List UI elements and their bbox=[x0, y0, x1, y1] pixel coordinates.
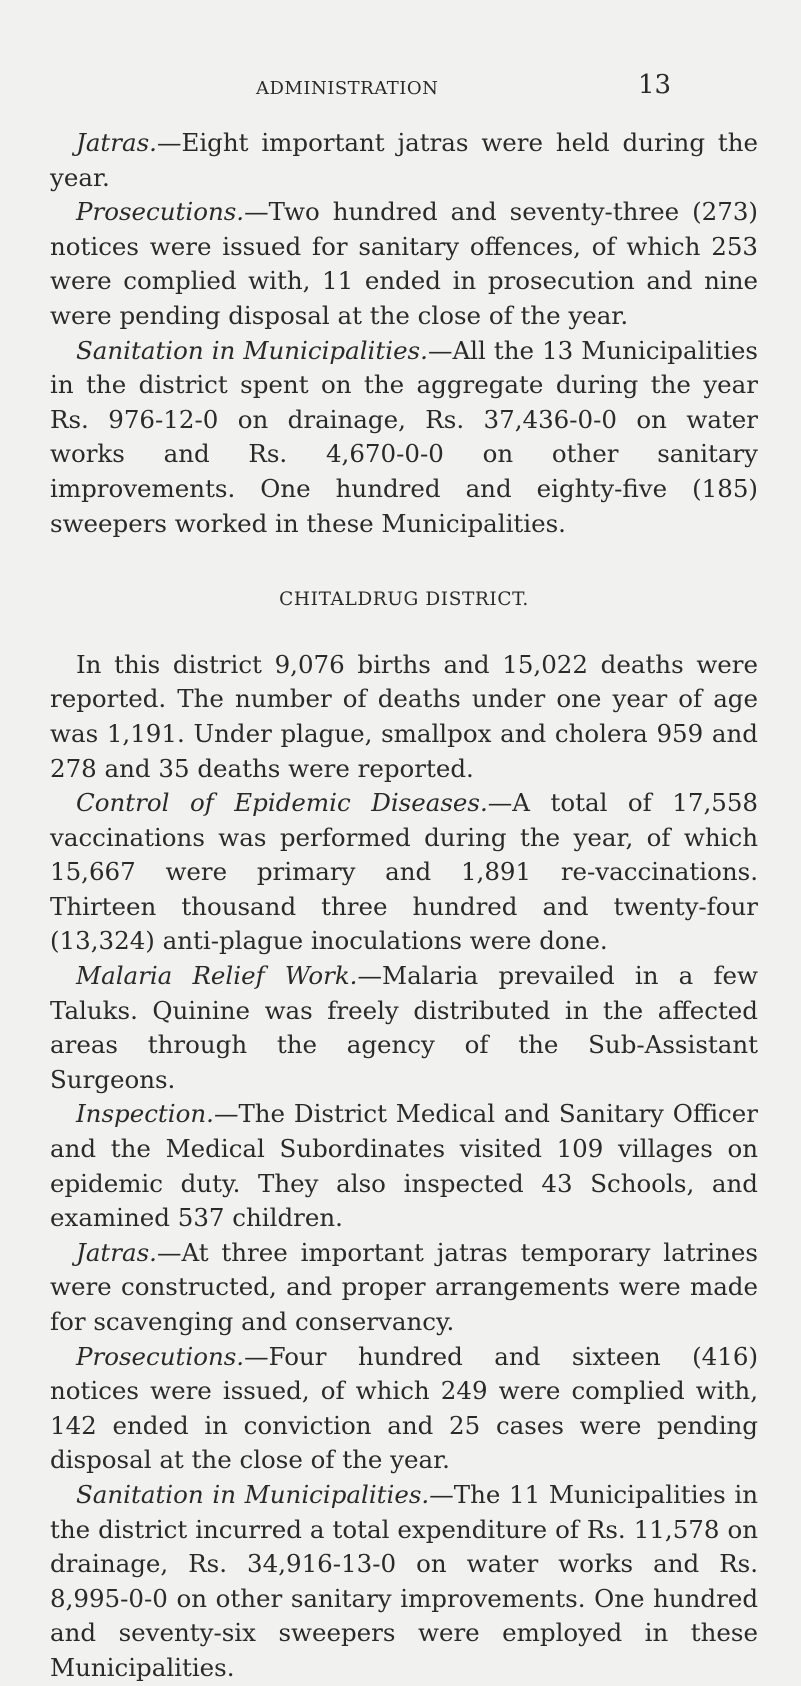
paragraph-heading: Prosecutions. bbox=[76, 197, 245, 227]
paragraph-sanitation bbox=[50, 334, 758, 542]
paragraph-heading: Prosecutions. bbox=[76, 1341, 245, 1371]
paragraph-text: In this district 9,076 births and 15,022 deaths were reported. The number of deaths under one year of age was 1,191. Under plague, smallpox and cholera 959 and 278 and 35 deaths were reported. bbox=[50, 649, 758, 783]
paragraph-heading: Jatras. bbox=[76, 1237, 157, 1267]
page-body bbox=[50, 126, 758, 1686]
paragraph-text: —The District Medical and Sanitary Officer and the Medical Subordinates visited 109 villages on epidemic duty. They also inspected 43 Schools, and examined 537 children. bbox=[50, 1099, 758, 1233]
paragraph-heading: Control of Epidemic Diseases. bbox=[76, 788, 488, 818]
paragraph-text: —Eight important jatras were held during the year. bbox=[50, 128, 758, 192]
paragraph-text: —Malaria prevailed in a few Taluks. Quinine was freely distributed in the affected areas through the agency of the Sub-Assistant Surgeons. bbox=[50, 961, 758, 1094]
paragraph-malaria bbox=[50, 959, 758, 1097]
paragraph-heading: Malaria Relief Work. bbox=[76, 961, 358, 991]
paragraph-sanitation-chitaldrug bbox=[50, 1478, 758, 1686]
paragraph-text: —Two hundred and seventy-three (273) notices were issued for sanitary offences, of which 253 were complied with, 11 ended in prosecution and nine were pending disposal at the close of the year. bbox=[50, 197, 758, 330]
running-title: ADMINISTRATION bbox=[256, 78, 439, 99]
section-heading: CHITALDRUG DISTRICT. bbox=[279, 589, 529, 611]
paragraph-text: —At three important jatras temporary latrines were constructed, and proper arrangements were made for scavenging and conservancy. bbox=[50, 1237, 758, 1336]
paragraph-text: —Four hundred and sixteen (416) notices were issued, of which 249 were complied with, 142 ended in conviction and 25 cases were pending disposal at the close of the year. bbox=[50, 1341, 758, 1475]
paragraph-births-deaths bbox=[50, 648, 758, 786]
paragraph-prosecutions bbox=[50, 195, 758, 333]
paragraph-heading: Sanitation in Municipalities. bbox=[76, 335, 428, 365]
paragraph-heading: Inspection. bbox=[76, 1099, 214, 1129]
paragraph-epidemic-control bbox=[50, 786, 758, 959]
paragraph-text: —A total of 17,558 vaccinations was performed during the year, of which 15,667 were primary and 1,891 re-vaccinations. Thirteen thousand three hundred and twenty-four (13,324) anti-plague inoculations were done. bbox=[50, 788, 758, 956]
paragraph-jatras bbox=[50, 126, 758, 195]
paragraph-heading: Jatras. bbox=[76, 128, 157, 157]
paragraph-text: —The 11 Municipalities in the district incurred a total expenditure of Rs. 11,578 on drainage, Rs. 34,916-13-0 on water works and Rs. 8,995-0-0 on other sanitary improvements. One hundred and seventy-six sweepers were employed in these Municipalities. bbox=[50, 1479, 758, 1682]
paragraph-heading: Sanitation in Municipalities. bbox=[76, 1479, 430, 1509]
paragraph-jatras-chitaldrug bbox=[50, 1236, 758, 1340]
page-number: 13 bbox=[638, 70, 672, 100]
paragraph-prosecutions-chitaldrug bbox=[50, 1340, 758, 1478]
paragraph-inspection bbox=[50, 1097, 758, 1235]
paragraph-text: —All the 13 Municipalities in the district spent on the aggregate during the year Rs. 976-12-0 on drainage, Rs. 37,436-0-0 on water works and Rs. 4,670-0-0 on other sanitary improvements. One hundred and eighty-five (185) sweepers worked in these Municipalities. bbox=[50, 335, 759, 538]
